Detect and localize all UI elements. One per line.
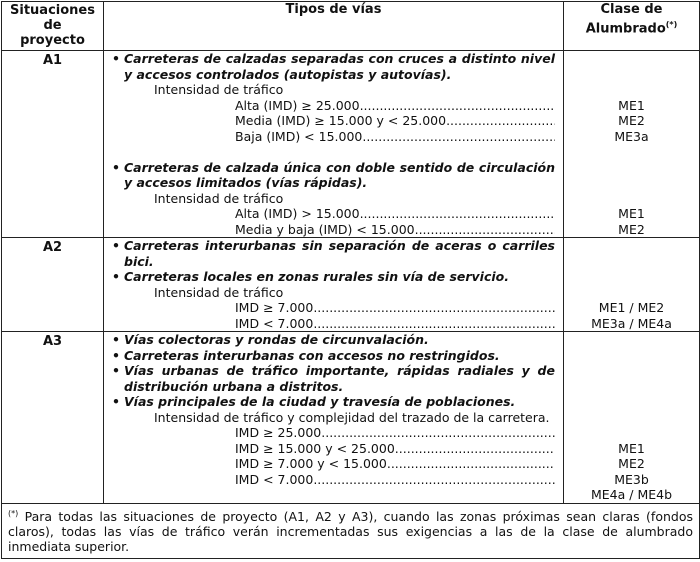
list-item: • Carreteras interurbanas con accesos no restringidos. [112, 347, 500, 363]
clase-cell [564, 332, 700, 504]
clase-value: ME1 [618, 97, 645, 113]
clase-value: ME3b [614, 471, 649, 487]
list-item: • Carreteras de calzada única con doble sentido de circulación y accesos limitados (vías rápidas). [112, 159, 555, 190]
level-row: IMD ≥ 15.000 y < 25.000 ..... [112, 441, 555, 457]
footnote [2, 503, 700, 558]
tipos-cell [104, 238, 564, 332]
footnote-mark: (*) [8, 508, 19, 518]
list-item: • Carreteras interurbanas sin separación de aceras o carriles bici. [112, 238, 555, 269]
tipos-cell [104, 51, 564, 238]
list-item: • Vías principales de la ciudad y travesía de poblaciones. [112, 394, 516, 409]
level-row: Alta (IMD) ≥ 25.000 ..... [112, 98, 555, 114]
table-row [2, 51, 700, 238]
intensidad-label: Intensidad de tráfico [154, 82, 284, 97]
lighting-class-table-page [1, 1, 699, 560]
intensidad-label: Intensidad de tráfico [154, 284, 284, 300]
clase-cell [564, 238, 700, 332]
clase-value: ME3a / ME4a [591, 315, 672, 331]
table-row [2, 332, 700, 504]
clase-value: ME1 [618, 440, 645, 456]
intensidad-label: Intensidad de tráfico [154, 190, 284, 206]
level-row: Media y baja (IMD) < 15.000 ..... [112, 222, 555, 238]
header-tipos: Tipos de vías [104, 2, 564, 51]
level-row: Baja (IMD) < 15.000 ..... [112, 129, 555, 145]
footnote-text: Para todas las situaciones de proyecto (A1, A2 y A3), cuando las zonas próximas sean claras (fondos claros), todas las vías de tráfico verán incrementadas sus exigencias a las de la clase de alumbrado inmediata superior. [8, 508, 693, 554]
situacion-cell: A2 [2, 238, 104, 332]
level-row: IMD < 7.000 ..... [112, 316, 555, 332]
list-item: • Carreteras de calzadas separadas con cruces a distinto nivel y accesos controlados (autopistas y autovías). [112, 51, 555, 82]
tipos-cell [104, 332, 564, 504]
level-row: IMD ≥ 7.000 y < 15.000 ..... [112, 456, 555, 472]
level-row: Media (IMD) ≥ 15.000 y < 25.000 ..... [112, 113, 555, 129]
list-item: • Vías urbanas de tráfico importante, rápidas radiales y de distribución urbana a distritos. [112, 363, 555, 394]
list-item: • Carreteras locales en zonas rurales sin vía de servicio. [112, 269, 509, 284]
clase-value: ME2 [618, 221, 645, 237]
situacion-cell: A1 [2, 51, 104, 238]
intensidad-label: Intensidad de tráfico y complejidad del trazado de la carretera. [154, 409, 550, 425]
table-row [2, 238, 700, 332]
header-clase [564, 2, 700, 51]
level-row: Alta (IMD) > 15.000 ..... [112, 206, 555, 222]
list-item: • Vías colectoras y rondas de circunvalación. [112, 332, 429, 347]
header-clase-note: (*) [665, 20, 678, 29]
clase-value: ME1 [618, 206, 645, 221]
clase-value: ME4a / ME4b [590, 487, 673, 502]
clase-value: ME3a [614, 128, 649, 144]
clase-value: ME2 [618, 456, 645, 471]
clase-value: ME1 / ME2 [598, 300, 665, 315]
clase-cell [564, 51, 700, 238]
header-situaciones: Situaciones de proyecto [2, 2, 104, 51]
table-header-row [2, 2, 700, 51]
level-row: IMD ≥ 7.000 ..... [112, 300, 555, 316]
clase-value: ME2 [618, 113, 645, 128]
footnote-row [2, 503, 700, 558]
situacion-cell: A3 [2, 332, 104, 504]
lighting-class-table [1, 1, 700, 559]
header-clase-label: Clase de Alumbrado [585, 2, 666, 37]
level-row: IMD ≥ 25.000 ..... [112, 425, 555, 441]
level-row: IMD < 7.000 ..... [112, 472, 555, 488]
